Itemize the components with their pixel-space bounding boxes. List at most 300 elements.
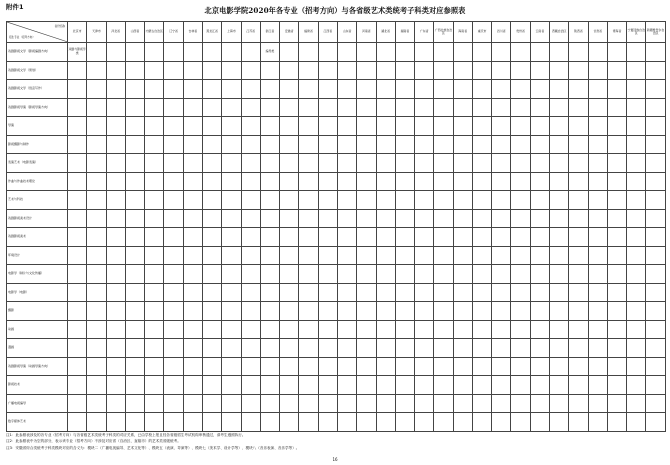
category-cell xyxy=(472,154,491,173)
category-cell xyxy=(415,339,434,358)
category-cell xyxy=(241,43,260,62)
category-cell xyxy=(569,117,588,136)
category-cell xyxy=(68,394,87,413)
category-cell xyxy=(550,376,569,395)
category-cell xyxy=(550,302,569,321)
category-cell xyxy=(164,135,183,154)
category-cell xyxy=(627,283,646,302)
category-cell xyxy=(627,265,646,284)
category-cell xyxy=(588,413,607,432)
province-header: 黑龙江省 xyxy=(202,22,221,43)
category-cell xyxy=(376,191,395,210)
category-cell xyxy=(260,209,279,228)
category-cell xyxy=(434,357,453,376)
major-name-cell: 戏剧影视美术 xyxy=(7,228,68,247)
province-header: 陕西省 xyxy=(569,22,588,43)
category-cell xyxy=(183,302,202,321)
category-cell xyxy=(646,98,665,117)
category-cell xyxy=(183,320,202,339)
category-cell xyxy=(164,61,183,80)
category-cell xyxy=(222,154,241,173)
category-cell xyxy=(550,413,569,432)
category-cell xyxy=(472,320,491,339)
category-cell xyxy=(492,191,511,210)
category-cell xyxy=(415,191,434,210)
category-cell xyxy=(511,98,530,117)
category-cell xyxy=(125,191,144,210)
category-cell xyxy=(453,172,472,191)
category-cell xyxy=(550,191,569,210)
province-header: 北京市 xyxy=(68,22,87,43)
category-cell xyxy=(183,376,202,395)
category-cell xyxy=(472,413,491,432)
category-cell xyxy=(260,302,279,321)
category-cell xyxy=(607,98,626,117)
category-cell xyxy=(588,191,607,210)
category-cell xyxy=(492,265,511,284)
category-cell xyxy=(87,80,106,99)
province-header: 河北省 xyxy=(106,22,125,43)
category-cell xyxy=(222,191,241,210)
category-cell xyxy=(222,98,241,117)
category-cell xyxy=(260,394,279,413)
category-cell xyxy=(434,376,453,395)
province-header: 新疆维吾尔自治区 xyxy=(646,22,665,43)
category-cell xyxy=(87,357,106,376)
page-number: 16 xyxy=(332,457,338,462)
category-cell xyxy=(376,320,395,339)
category-cell xyxy=(395,265,414,284)
category-cell xyxy=(530,357,549,376)
province-header: 云南省 xyxy=(530,22,549,43)
table-row xyxy=(7,80,666,99)
category-cell xyxy=(434,191,453,210)
category-cell xyxy=(607,228,626,247)
category-cell xyxy=(607,320,626,339)
category-cell xyxy=(588,357,607,376)
category-cell xyxy=(183,265,202,284)
category-cell xyxy=(357,357,376,376)
category-cell xyxy=(241,320,260,339)
category-cell xyxy=(337,339,356,358)
category-cell xyxy=(511,172,530,191)
category-cell xyxy=(260,135,279,154)
category-cell xyxy=(569,302,588,321)
category-cell xyxy=(550,283,569,302)
category-cell xyxy=(472,43,491,62)
category-cell xyxy=(472,135,491,154)
category-cell xyxy=(453,265,472,284)
category-cell xyxy=(68,209,87,228)
category-cell xyxy=(511,80,530,99)
category-cell xyxy=(607,376,626,395)
category-cell xyxy=(627,339,646,358)
major-name-cell: 电影学（电影） xyxy=(7,283,68,302)
category-cell xyxy=(511,283,530,302)
category-cell xyxy=(145,283,164,302)
category-cell xyxy=(280,394,299,413)
category-cell xyxy=(299,98,318,117)
category-cell xyxy=(87,228,106,247)
category-cell xyxy=(607,80,626,99)
category-cell xyxy=(241,135,260,154)
category-cell xyxy=(299,283,318,302)
category-cell xyxy=(202,228,221,247)
category-cell xyxy=(241,154,260,173)
category-cell xyxy=(453,339,472,358)
category-cell xyxy=(357,265,376,284)
category-cell xyxy=(241,394,260,413)
category-cell xyxy=(164,339,183,358)
category-cell xyxy=(145,394,164,413)
category-cell xyxy=(337,357,356,376)
category-cell xyxy=(627,246,646,265)
category-cell xyxy=(434,302,453,321)
category-cell xyxy=(106,246,125,265)
category-cell xyxy=(202,413,221,432)
category-cell xyxy=(299,191,318,210)
category-cell xyxy=(183,98,202,117)
category-cell xyxy=(222,135,241,154)
category-cell xyxy=(434,135,453,154)
category-cell xyxy=(318,413,337,432)
category-cell xyxy=(260,265,279,284)
category-cell xyxy=(68,191,87,210)
category-cell xyxy=(241,80,260,99)
category-cell xyxy=(453,246,472,265)
category-cell xyxy=(183,246,202,265)
category-cell xyxy=(492,376,511,395)
table-row xyxy=(7,209,666,228)
major-name-cell: 戏剧影视文学（影视编剧方向） xyxy=(7,43,68,62)
category-cell xyxy=(337,246,356,265)
category-cell xyxy=(569,228,588,247)
category-cell xyxy=(646,357,665,376)
category-cell xyxy=(125,80,144,99)
attachment-label: 附件1 xyxy=(6,3,24,11)
category-cell xyxy=(530,209,549,228)
category-cell xyxy=(87,394,106,413)
category-cell xyxy=(183,43,202,62)
category-cell xyxy=(106,172,125,191)
category-cell xyxy=(395,320,414,339)
category-cell xyxy=(337,191,356,210)
category-cell xyxy=(530,283,549,302)
category-cell xyxy=(395,302,414,321)
category-cell xyxy=(646,413,665,432)
category-cell xyxy=(511,228,530,247)
category-cell xyxy=(395,283,414,302)
province-header: 上海市 xyxy=(222,22,241,43)
category-cell xyxy=(376,357,395,376)
category-cell xyxy=(164,154,183,173)
category-cell xyxy=(337,376,356,395)
footnotes xyxy=(6,432,299,451)
category-cell xyxy=(337,320,356,339)
category-cell xyxy=(68,135,87,154)
table-row xyxy=(7,376,666,395)
category-cell xyxy=(588,154,607,173)
category-cell xyxy=(627,394,646,413)
category-cell xyxy=(125,98,144,117)
category-cell xyxy=(260,283,279,302)
province-header: 甘肃省 xyxy=(588,22,607,43)
category-cell xyxy=(68,154,87,173)
category-cell xyxy=(530,265,549,284)
province-header: 四川省 xyxy=(492,22,511,43)
category-cell xyxy=(87,302,106,321)
category-cell xyxy=(588,320,607,339)
footnote: 注1：此参照表涉及的各专业（招考方向）与各省级艺术类统考子科类的对应关系，已由学校上报且经各省级招生考试机构审核通过，请考生遵照执行。 xyxy=(6,433,246,437)
category-cell xyxy=(376,172,395,191)
category-cell xyxy=(68,61,87,80)
category-cell xyxy=(337,413,356,432)
category-cell xyxy=(376,43,395,62)
category-cell xyxy=(202,154,221,173)
category-cell xyxy=(530,117,549,136)
category-cell xyxy=(241,339,260,358)
category-cell xyxy=(376,61,395,80)
category-cell xyxy=(68,339,87,358)
category-cell xyxy=(627,117,646,136)
category-cell xyxy=(511,302,530,321)
category-cell xyxy=(106,154,125,173)
category-cell xyxy=(125,117,144,136)
category-cell xyxy=(145,228,164,247)
category-cell xyxy=(318,265,337,284)
category-cell xyxy=(357,154,376,173)
category-cell xyxy=(125,265,144,284)
corner-province-label: 省份名称 xyxy=(54,25,65,28)
category-cell xyxy=(357,394,376,413)
province-header: 贵州省 xyxy=(511,22,530,43)
category-cell xyxy=(318,80,337,99)
category-cell xyxy=(453,117,472,136)
page-title: 北京电影学院2020年各专业（招考方向）与各省级艺术类统考子科类对应参照表 xyxy=(204,6,466,15)
category-cell xyxy=(511,191,530,210)
category-cell xyxy=(607,172,626,191)
category-cell xyxy=(511,209,530,228)
category-cell xyxy=(472,283,491,302)
category-cell xyxy=(125,228,144,247)
category-cell xyxy=(241,172,260,191)
table-row xyxy=(7,320,666,339)
category-cell xyxy=(357,320,376,339)
category-cell xyxy=(280,265,299,284)
category-cell xyxy=(357,246,376,265)
major-name-cell: 广播电视编导 xyxy=(7,394,68,413)
category-cell xyxy=(125,135,144,154)
table-row xyxy=(7,394,666,413)
category-cell xyxy=(453,135,472,154)
category-cell xyxy=(415,117,434,136)
category-cell xyxy=(87,98,106,117)
category-cell xyxy=(434,98,453,117)
category-cell xyxy=(68,246,87,265)
category-cell xyxy=(68,98,87,117)
category-cell xyxy=(145,376,164,395)
category-cell xyxy=(68,283,87,302)
category-cell xyxy=(588,339,607,358)
category-cell xyxy=(241,413,260,432)
category-cell xyxy=(376,154,395,173)
corner-major-label: 招生专业（招考方向） xyxy=(9,35,35,39)
category-cell xyxy=(415,43,434,62)
category-cell xyxy=(318,228,337,247)
major-name-cell: 戏剧影视美术设计 xyxy=(7,209,68,228)
category-cell xyxy=(550,154,569,173)
category-cell xyxy=(415,320,434,339)
category-cell xyxy=(357,302,376,321)
category-cell xyxy=(318,339,337,358)
category-cell xyxy=(280,117,299,136)
category-cell xyxy=(550,117,569,136)
province-header: 福建省 xyxy=(299,22,318,43)
category-cell xyxy=(202,376,221,395)
category-cell xyxy=(492,61,511,80)
category-cell xyxy=(145,302,164,321)
category-cell xyxy=(550,246,569,265)
category-cell xyxy=(145,43,164,62)
category-cell xyxy=(202,98,221,117)
province-header: 青海省 xyxy=(607,22,626,43)
category-cell xyxy=(280,209,299,228)
province-header: 河南省 xyxy=(357,22,376,43)
category-cell xyxy=(318,357,337,376)
category-cell xyxy=(434,413,453,432)
category-cell xyxy=(434,61,453,80)
category-cell xyxy=(202,339,221,358)
category-cell xyxy=(299,117,318,136)
category-cell xyxy=(145,98,164,117)
category-cell xyxy=(607,339,626,358)
category-cell xyxy=(511,135,530,154)
category-cell xyxy=(569,357,588,376)
category-cell xyxy=(395,376,414,395)
major-name-cell: 戏剧影视文学（创意写作） xyxy=(7,80,68,99)
category-cell xyxy=(125,246,144,265)
category-cell xyxy=(241,61,260,80)
province-header: 江西省 xyxy=(318,22,337,43)
category-cell xyxy=(453,394,472,413)
category-cell xyxy=(607,302,626,321)
category-cell xyxy=(415,283,434,302)
major-name-cell: 漫画 xyxy=(7,339,68,358)
category-cell xyxy=(145,172,164,191)
category-cell xyxy=(453,320,472,339)
category-cell xyxy=(415,228,434,247)
category-cell xyxy=(530,394,549,413)
category-cell xyxy=(627,302,646,321)
category-cell xyxy=(260,80,279,99)
category-cell xyxy=(550,265,569,284)
category-cell xyxy=(415,80,434,99)
category-cell xyxy=(222,357,241,376)
category-cell xyxy=(318,98,337,117)
category-cell xyxy=(299,265,318,284)
category-cell xyxy=(145,320,164,339)
category-cell xyxy=(222,228,241,247)
category-cell xyxy=(280,61,299,80)
category-cell xyxy=(68,172,87,191)
category-cell xyxy=(395,357,414,376)
category-cell xyxy=(87,339,106,358)
category-cell xyxy=(550,61,569,80)
category-cell xyxy=(646,117,665,136)
category-cell xyxy=(376,98,395,117)
category-cell xyxy=(588,283,607,302)
category-cell xyxy=(164,191,183,210)
category-cell xyxy=(415,154,434,173)
category-cell xyxy=(511,339,530,358)
category-cell xyxy=(222,265,241,284)
category-cell xyxy=(299,135,318,154)
category-cell xyxy=(241,302,260,321)
category-cell xyxy=(376,209,395,228)
table-row xyxy=(7,191,666,210)
category-cell xyxy=(280,135,299,154)
category-cell xyxy=(588,98,607,117)
category-cell xyxy=(337,98,356,117)
category-cell xyxy=(106,413,125,432)
footnote: 注3：安徽省综合类统考子科类模块对应的含义为：模块二（广播电视编导、艺术文化等）、模块五（表演、导演等）、模块七（美术学、设计学等）、模块八（音乐表演、音乐学等）。 xyxy=(6,445,300,450)
category-cell xyxy=(434,320,453,339)
category-cell xyxy=(492,283,511,302)
province-header: 内蒙古自治区 xyxy=(145,22,164,43)
category-cell xyxy=(299,228,318,247)
category-cell xyxy=(106,98,125,117)
category-cell xyxy=(202,283,221,302)
category-cell xyxy=(280,228,299,247)
category-cell xyxy=(337,80,356,99)
category-cell xyxy=(646,376,665,395)
category-cell xyxy=(627,357,646,376)
table-row xyxy=(7,357,666,376)
category-cell xyxy=(337,228,356,247)
category-cell xyxy=(530,413,549,432)
category-cell xyxy=(492,80,511,99)
category-cell xyxy=(434,394,453,413)
category-cell xyxy=(492,228,511,247)
category-cell xyxy=(550,320,569,339)
category-cell xyxy=(607,413,626,432)
category-cell xyxy=(183,413,202,432)
category-cell xyxy=(125,154,144,173)
category-cell xyxy=(68,320,87,339)
category-cell xyxy=(492,357,511,376)
category-cell xyxy=(280,43,299,62)
category-cell xyxy=(646,283,665,302)
category-cell xyxy=(202,172,221,191)
category-cell xyxy=(646,265,665,284)
category-cell xyxy=(627,80,646,99)
category-cell xyxy=(145,135,164,154)
category-cell xyxy=(588,61,607,80)
category-cell xyxy=(492,339,511,358)
category-cell xyxy=(183,357,202,376)
category-cell xyxy=(627,61,646,80)
category-cell xyxy=(222,61,241,80)
category-cell xyxy=(472,172,491,191)
category-cell xyxy=(434,209,453,228)
category-cell xyxy=(453,191,472,210)
category-cell xyxy=(530,98,549,117)
category-cell xyxy=(627,135,646,154)
category-cell xyxy=(68,376,87,395)
category-cell xyxy=(492,394,511,413)
category-cell xyxy=(164,80,183,99)
category-cell xyxy=(125,357,144,376)
